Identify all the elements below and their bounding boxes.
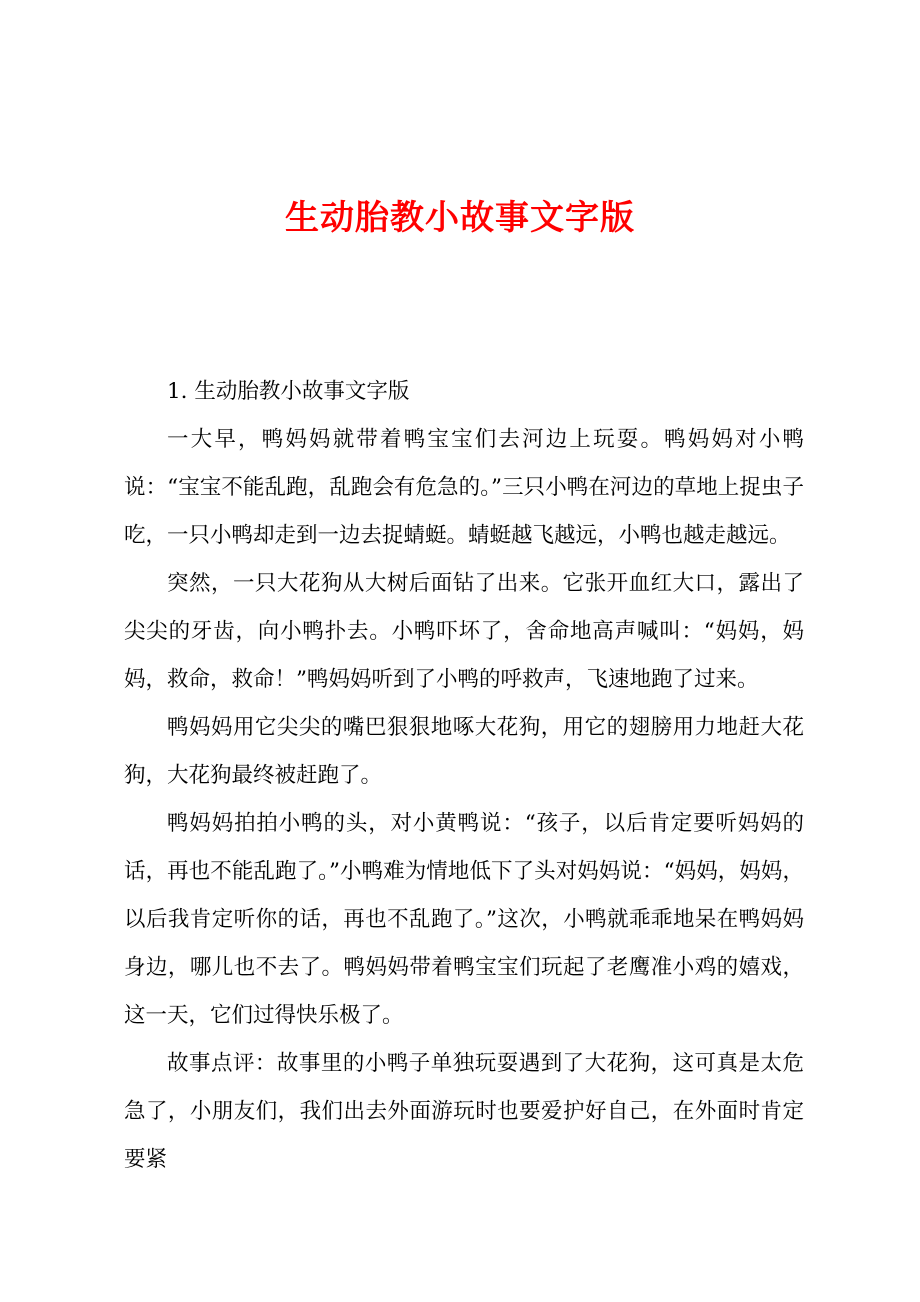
paragraph-5: 故事点评：故事里的小鸭子单独玩耍遇到了大花狗，这可真是太危急了，小朋友们，我们出去外面游玩时也要爱护好自己，在外面时肯定要紧: [124, 1051, 804, 1172]
paragraph-2: 突然，一只大花狗从大树后面钻了出来。它张开血红大口，露出了尖尖的牙齿，向小鸭扑去。小鸭吓坏了，舍命地高声喊叫：“妈妈，妈妈，救命，救命！”鸭妈妈听到了小鸭的呼救声，飞速地跑了过来。: [124, 571, 804, 692]
document-body: [124, 368, 804, 1184]
section-heading: 1. 生动胎教小故事文字版: [167, 379, 410, 404]
document-title: 生动胎教小故事文字版: [285, 198, 635, 238]
paragraph-1: 一大早，鸭妈妈就带着鸭宝宝们去河边上玩耍。鸭妈妈对小鸭说：“宝宝不能乱跑，乱跑会有危急的。”三只小鸭在河边的草地上捉虫子吃，一只小鸭却走到一边去捉蜻蜓。蜻蜓越飞越远，小鸭也越走越远。: [124, 427, 804, 548]
paragraph-4: 鸭妈妈拍拍小鸭的头，对小黄鸭说：“孩子，以后肯定要听妈妈的话，再也不能乱跑了。”小鸭难为情地低下了头对妈妈说：“妈妈，妈妈，以后我肯定听你的话，再也不乱跑了。”这次，小鸭就乖乖地呆在鸭妈妈身边，哪儿也不去了。鸭妈妈带着鸭宝宝们玩起了老鹰准小鸡的嬉戏，这一天，它们过得快乐极了。: [124, 811, 804, 1028]
paragraph-3: 鸭妈妈用它尖尖的嘴巴狠狠地啄大花狗，用它的翅膀用力地赶大花狗，大花狗最终被赶跑了。: [124, 715, 804, 788]
